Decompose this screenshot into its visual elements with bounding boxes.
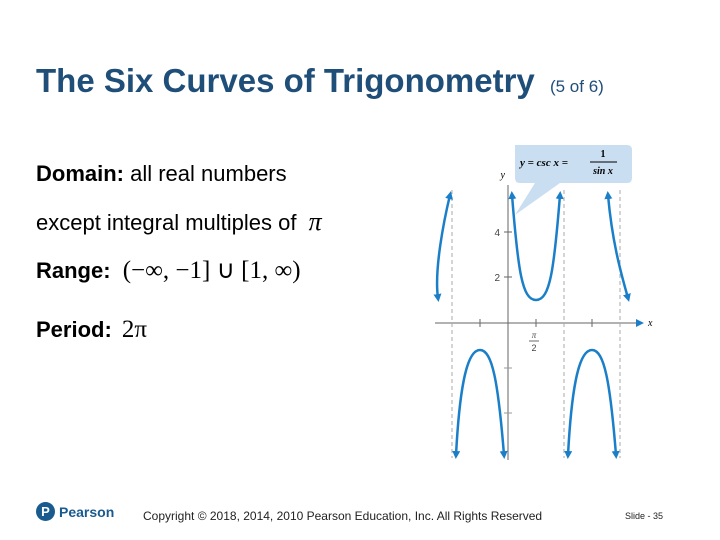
y-tick-label-4: 4 bbox=[494, 228, 500, 239]
curve-branch-upper-right bbox=[608, 195, 628, 298]
pi-symbol: π bbox=[308, 207, 322, 236]
except-text: except integral multiples of bbox=[36, 210, 297, 235]
period-value: 2π bbox=[121, 316, 148, 343]
copyright-notice: Copyright © 2018, 2014, 2010 Pearson Education, Inc. All Rights Reserved bbox=[143, 509, 543, 523]
x-tick-pi-den: 2 bbox=[531, 343, 537, 353]
formula-lhs: y = csc x = bbox=[520, 157, 568, 169]
domain-label: Domain: bbox=[36, 161, 124, 186]
slide-title-text: The Six Curves of Trigonometry bbox=[36, 62, 535, 99]
csc-graph bbox=[420, 140, 660, 465]
domain-line bbox=[36, 161, 287, 187]
range-line bbox=[36, 255, 301, 285]
pearson-logo-mark: P bbox=[36, 502, 55, 521]
curve-branch-lower-right bbox=[568, 350, 616, 455]
y-axis-label: y bbox=[500, 170, 505, 181]
period-label: Period: bbox=[36, 317, 112, 342]
slide-title bbox=[36, 62, 604, 100]
formula-numerator: 1 bbox=[600, 149, 606, 160]
curve-branch-upper-left bbox=[437, 195, 450, 298]
formula-denominator: sin x bbox=[593, 166, 613, 177]
domain-text: all real numbers bbox=[124, 161, 287, 186]
slide-number: Slide - 35 bbox=[625, 511, 664, 521]
except-line bbox=[36, 207, 322, 237]
formula-callout bbox=[515, 145, 632, 215]
period-line bbox=[36, 316, 147, 344]
range-label: Range: bbox=[36, 258, 111, 283]
x-tick-pi-num: π bbox=[531, 330, 537, 340]
slide-part: (5 of 6) bbox=[549, 77, 604, 96]
range-value: (−∞, −1] ∪ [1, ∞) bbox=[122, 257, 301, 284]
pearson-logo-text: Pearson bbox=[59, 503, 115, 520]
y-tick-label-2: 2 bbox=[494, 273, 500, 284]
pearson-logo bbox=[36, 502, 114, 521]
x-axis-label: x bbox=[648, 318, 653, 329]
curve-branch-lower-left bbox=[456, 350, 504, 455]
